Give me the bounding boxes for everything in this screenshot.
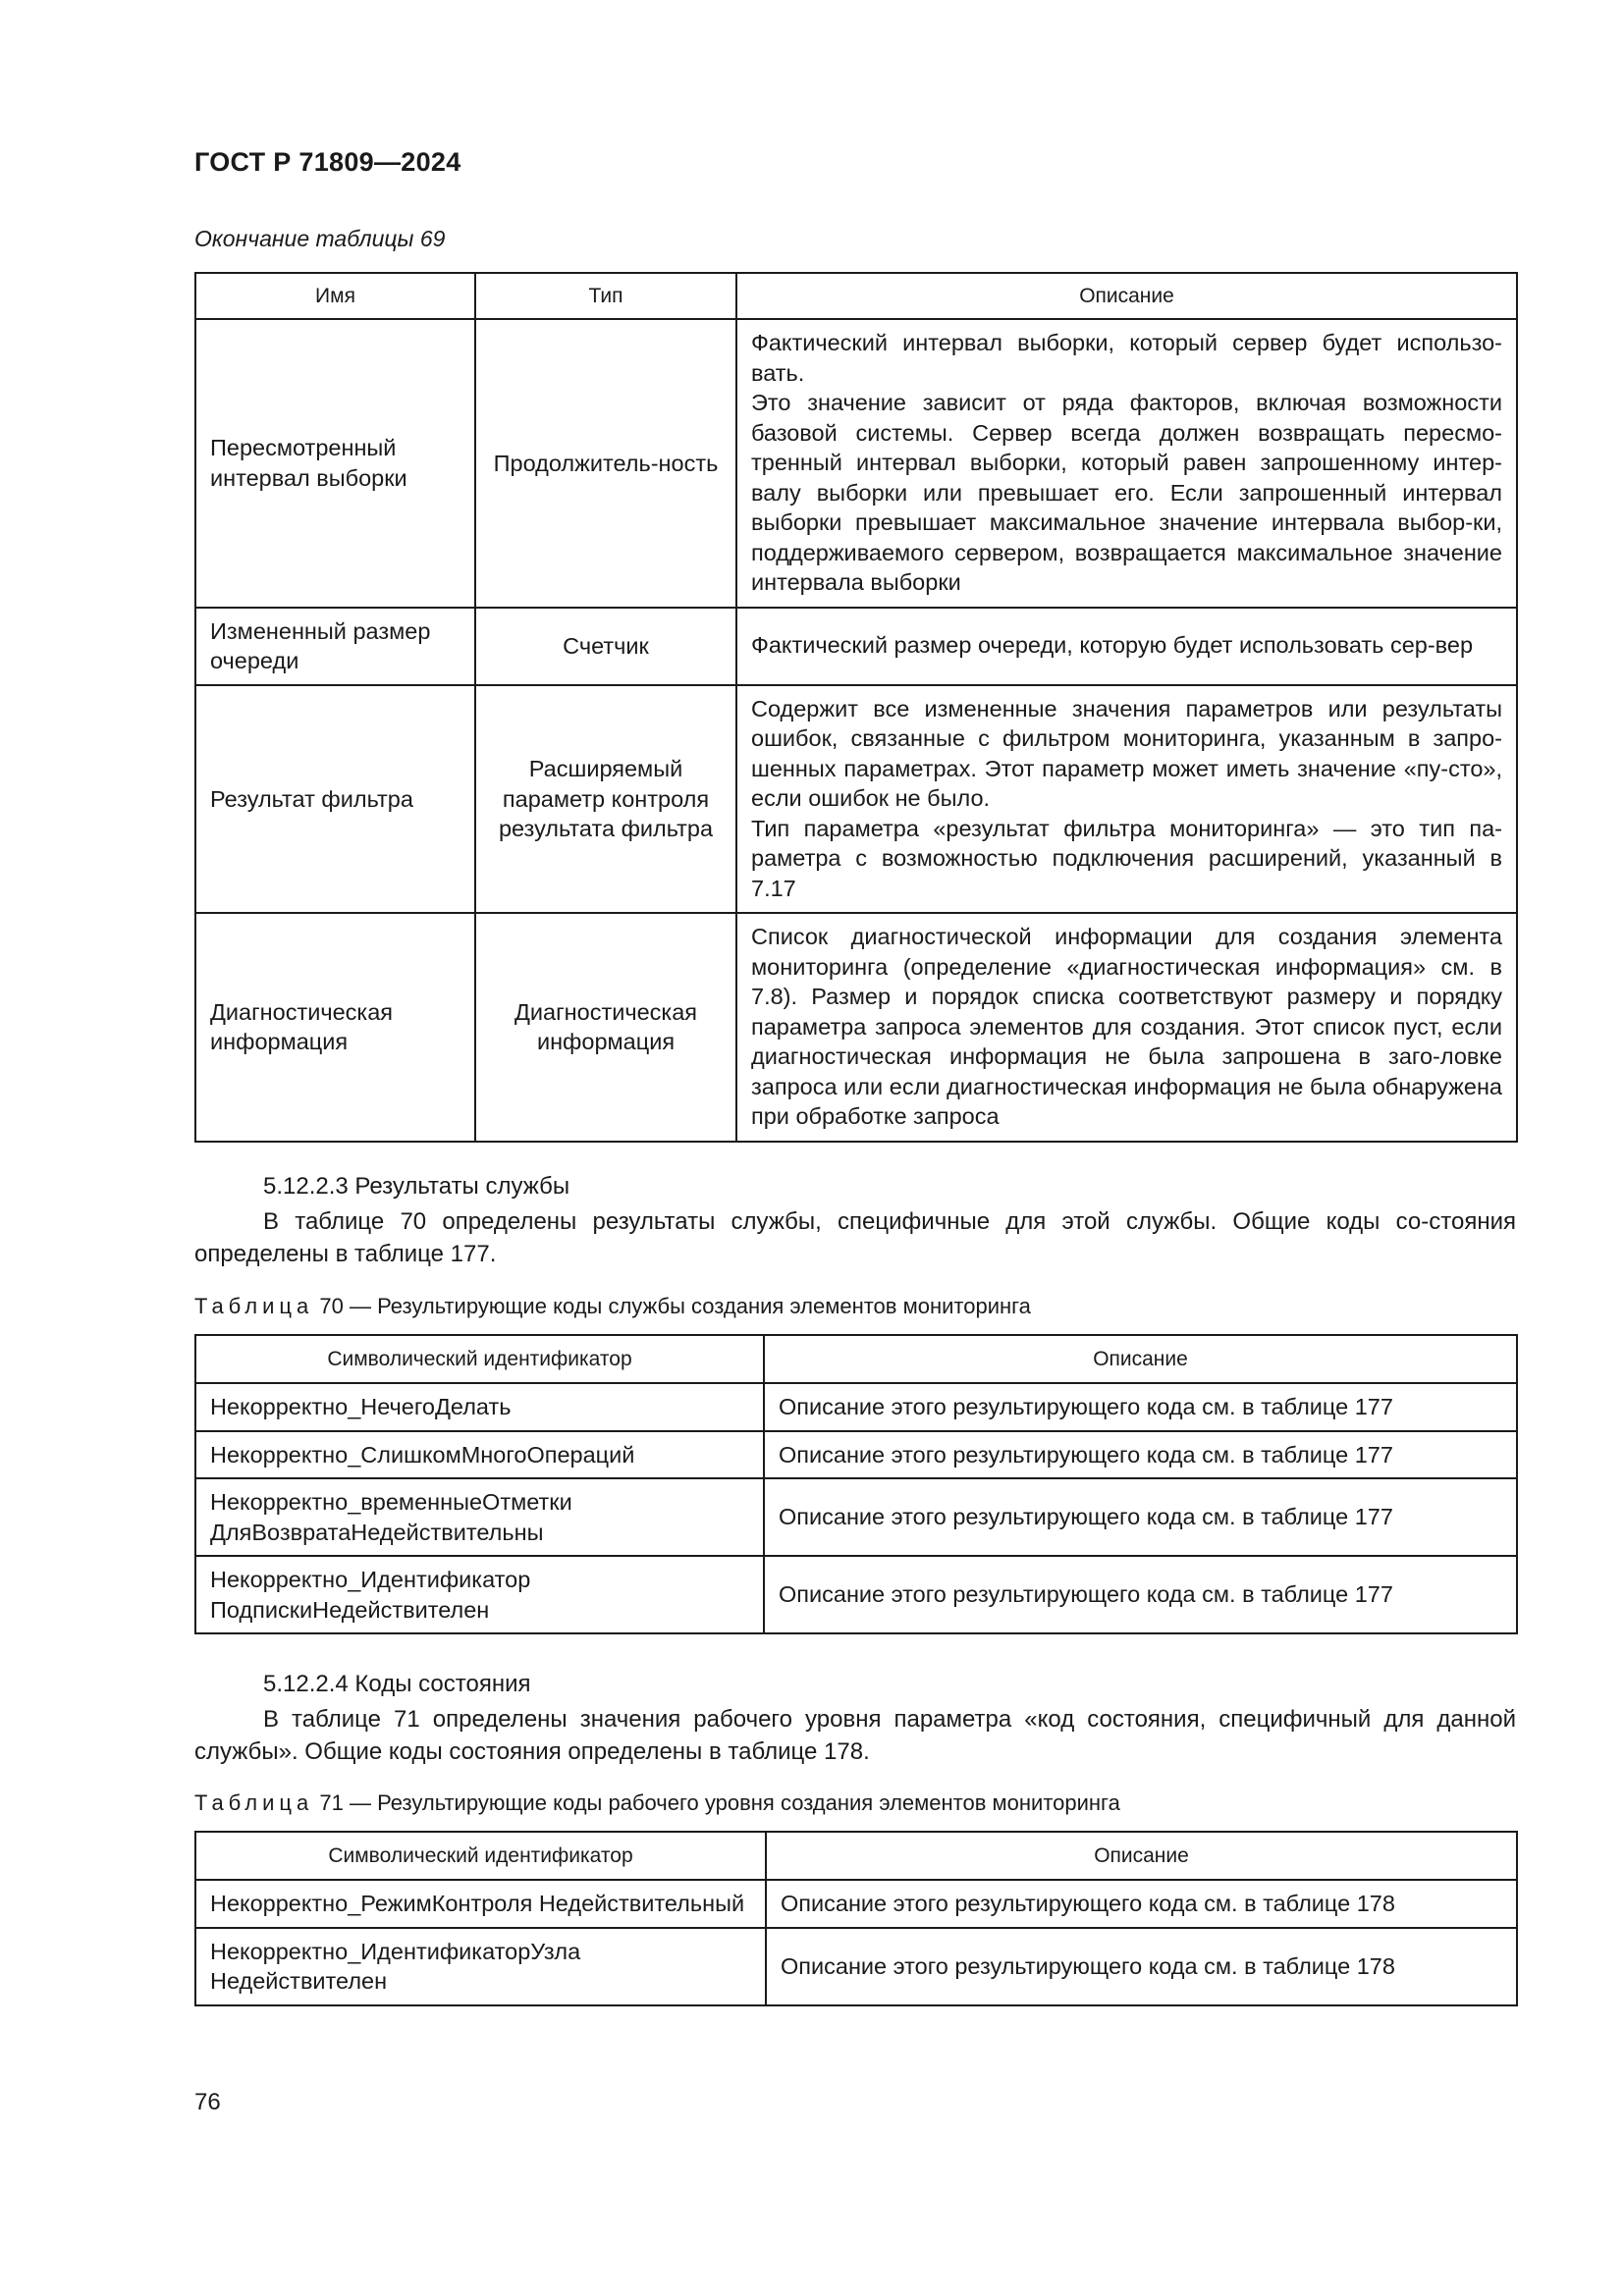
- table-header-row: [195, 273, 1517, 319]
- table-row: [195, 1928, 1517, 2005]
- cell-identifier: Некорректно_временныеОтметки ДляВозвратаНедействительны: [195, 1478, 764, 1556]
- page-number: 76: [194, 2089, 221, 2115]
- cell-name: Результат фильтра: [195, 685, 475, 914]
- column-header-identifier: Символический идентификатор: [195, 1335, 764, 1383]
- column-header-description: Описание: [736, 273, 1517, 319]
- document-code: ГОСТ Р 71809—2024: [194, 147, 461, 177]
- cell-name: Диагностическая информация: [195, 913, 475, 1142]
- description-line: Это значение зависит от ряда факторов, включая возможности базовой системы. Сервер всегда должен возвращать пересмо-тренный интервал выборки, который равен запрошенному интер-валу выборки или превышает его. Если запрошенный интервал выборки превышает максимальное значение интервала выбор-ки, поддерживаемого сервером, возвращается максимальное значение интервала выборки: [751, 390, 1502, 595]
- table-header-row: [195, 1832, 1517, 1880]
- column-header-description: Описание: [764, 1335, 1517, 1383]
- cell-description: Описание этого результирующего кода см. в таблице 178: [766, 1928, 1517, 2005]
- table-row: [195, 319, 1517, 608]
- table-70-caption: [194, 1294, 1031, 1319]
- table-71: [194, 1831, 1518, 2006]
- cell-type: Расширяемый параметр контроля результата фильтра: [475, 685, 736, 914]
- section-heading-5-12-2-3: 5.12.2.3 Результаты службы: [263, 1173, 570, 1200]
- column-header-type: Тип: [475, 273, 736, 319]
- cell-description: Описание этого результирующего кода см. в таблице 177: [764, 1383, 1517, 1431]
- table-row: [195, 685, 1517, 914]
- description-line: Список диагностической информации для создания элемента мониторинга (определение «диагностическая информация» см. в 7.8). Размер и порядок списка соответствуют размеру и порядку параметра запроса элементов для создания. Этот список пуст, если диагностическая информация не была запрошена в заго-ловке запроса или если диагностическая информация не была обнаружена при обработке запроса: [751, 924, 1502, 1129]
- table-row: [195, 608, 1517, 685]
- table-70: [194, 1334, 1518, 1634]
- column-header-name: Имя: [195, 273, 475, 319]
- cell-description: Описание этого результирующего кода см. в таблице 177: [764, 1478, 1517, 1556]
- cell-name: Пересмотренный интервал выборки: [195, 319, 475, 608]
- table-caption-text: 71 — Результирующие коды рабочего уровня создания элементов мониторинга: [319, 1790, 1120, 1815]
- description-line: Содержит все измененные значения параметров или результаты ошибок, связанные с фильтром мониторинга, указанным в запро-шенных параметрах. Этот параметр может иметь значение «пу-сто», если ошибок не было.: [751, 695, 1502, 811]
- table-caption-label: Таблица: [194, 1790, 314, 1815]
- cell-identifier: Некорректно_Идентификатор ПодпискиНедействителен: [195, 1556, 764, 1633]
- column-header-identifier: Символический идентификатор: [195, 1832, 766, 1880]
- cell-type: Диагностическая информация: [475, 913, 736, 1142]
- description-line: Фактический размер очереди, которую будет использовать сер-вер: [751, 632, 1474, 659]
- cell-description: [736, 685, 1517, 914]
- cell-identifier: Некорректно_ИдентификаторУзла Недействителен: [195, 1928, 766, 2005]
- description-line: Фактический интервал выборки, который сервер будет использо-вать.: [751, 330, 1502, 386]
- table-69-continuation-caption: Окончание таблицы 69: [194, 226, 446, 251]
- section-paragraph: В таблице 71 определены значения рабочего уровня параметра «код состояния, специфичный для данной службы». Общие коды состояния определены в таблице 178.: [194, 1706, 1516, 1765]
- table-row: [195, 1880, 1517, 1928]
- table-row: [195, 1431, 1517, 1479]
- section-paragraph: В таблице 70 определены результаты службы, специфичные для этой службы. Общие коды со-стояния определены в таблице 177.: [194, 1208, 1516, 1267]
- cell-description: Описание этого результирующего кода см. в таблице 177: [764, 1431, 1517, 1479]
- table-caption-label: Таблица: [194, 1294, 314, 1318]
- cell-type: Продолжитель-ность: [475, 319, 736, 608]
- table-header-row: [195, 1335, 1517, 1383]
- table-row: [195, 1478, 1517, 1556]
- table-row: [195, 1556, 1517, 1633]
- cell-description: Описание этого результирующего кода см. в таблице 177: [764, 1556, 1517, 1633]
- table-69: [194, 272, 1518, 1143]
- description-line: Тип параметра «результат фильтра мониторинга» — это тип па-раметра с возможностью подключения расширений, указанный в 7.17: [751, 815, 1502, 901]
- table-row: [195, 913, 1517, 1142]
- cell-description: [736, 913, 1517, 1142]
- cell-description: Описание этого результирующего кода см. в таблице 178: [766, 1880, 1517, 1928]
- cell-identifier: Некорректно_СлишкомМногоОпераций: [195, 1431, 764, 1479]
- table-71-caption: [194, 1790, 1120, 1816]
- table-caption-text: 70 — Результирующие коды службы создания элементов мониторинга: [319, 1294, 1031, 1318]
- cell-description: [736, 319, 1517, 608]
- cell-identifier: Некорректно_НечегоДелать: [195, 1383, 764, 1431]
- cell-name: Измененный размер очереди: [195, 608, 475, 685]
- table-row: [195, 1383, 1517, 1431]
- cell-description: [736, 608, 1517, 685]
- cell-type: Счетчик: [475, 608, 736, 685]
- column-header-description: Описание: [766, 1832, 1517, 1880]
- section-heading-5-12-2-4: 5.12.2.4 Коды состояния: [263, 1671, 531, 1697]
- cell-identifier: Некорректно_РежимКонтроля Недействительный: [195, 1880, 766, 1928]
